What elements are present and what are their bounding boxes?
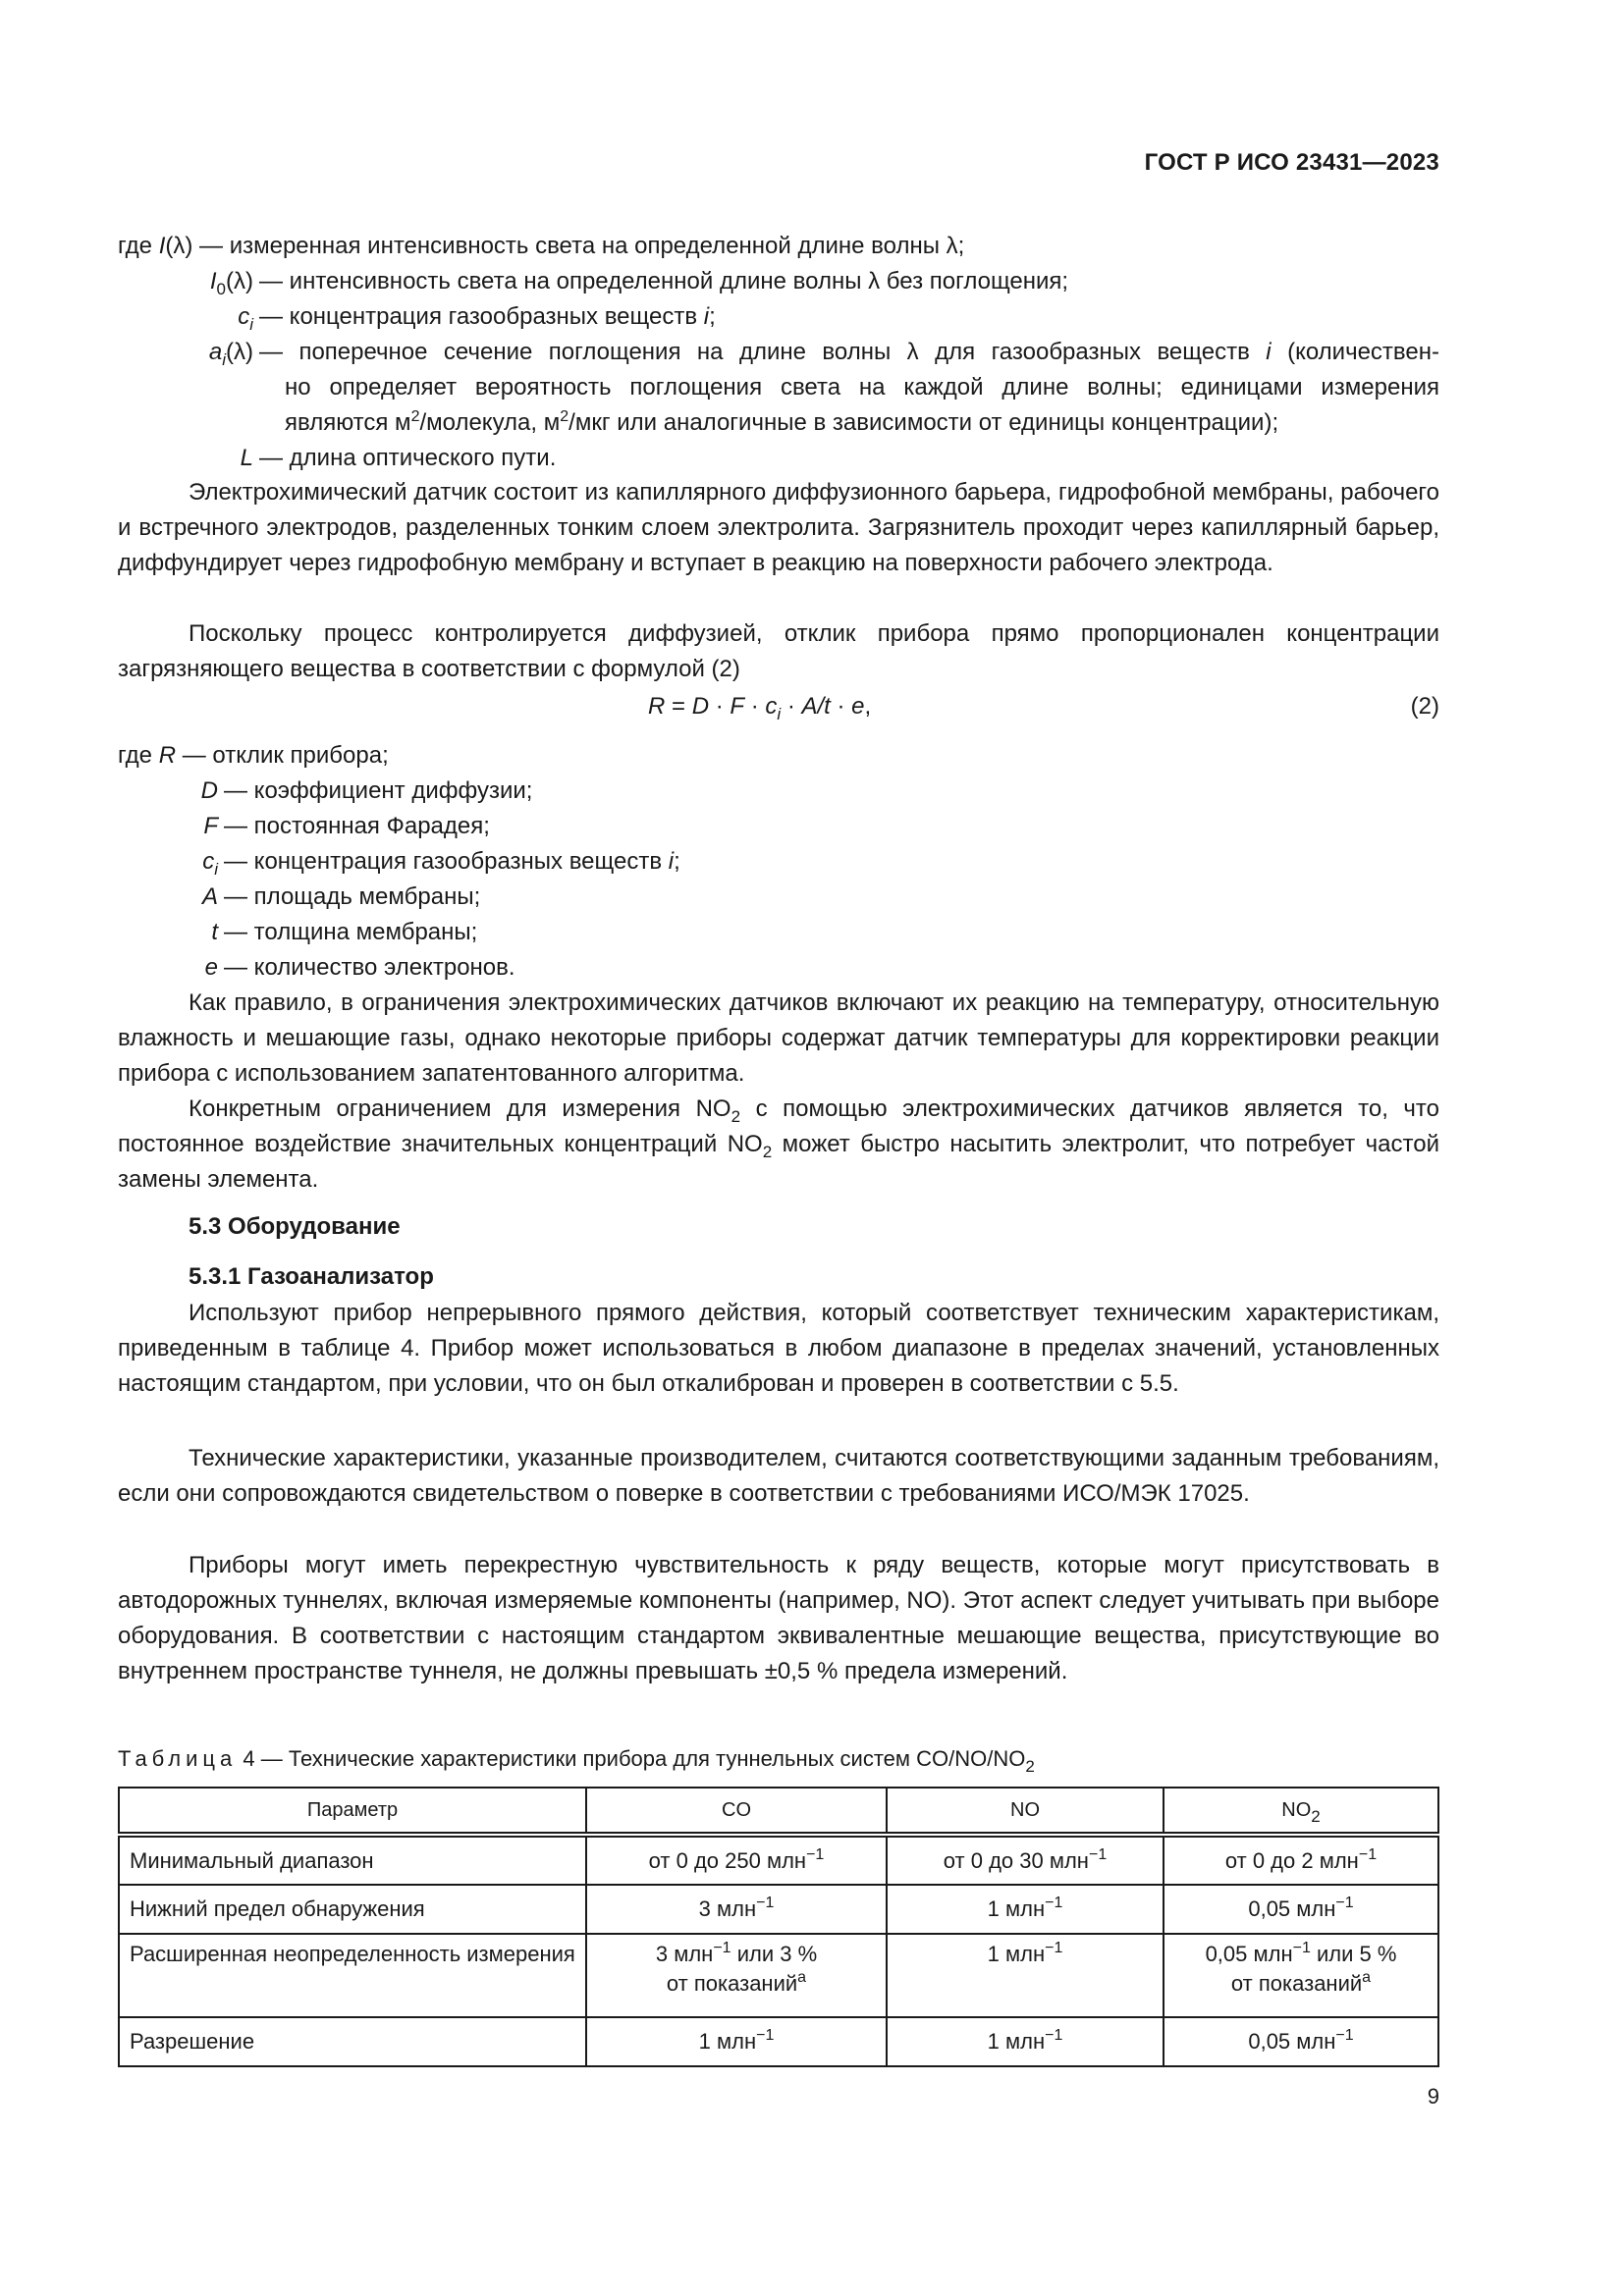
- unit: млн: [1296, 1896, 1336, 1921]
- definition-text: — площадь мембраны;: [224, 883, 481, 910]
- symbol: F: [203, 813, 218, 839]
- unit-exponent: −1: [756, 2027, 775, 2044]
- unit-exponent: −1: [1045, 1940, 1063, 1956]
- symbol-arg: (λ): [226, 339, 253, 365]
- unit-exponent: −1: [1292, 1940, 1311, 1956]
- text-part: может быстро насытить электролит, что потребует частой замены элемента.: [118, 1131, 1440, 1193]
- paragraph-diffusion: Поскольку процесс контролируется диффузией, отклик прибора прямо пропорционален концентрации загрязняющего вещества в соответствии с формулой (2): [118, 620, 1439, 682]
- table-header-row: [119, 1788, 1438, 1835]
- cell-co: [586, 1934, 887, 2017]
- symbol-subscript: i: [214, 860, 218, 879]
- header-text: NO: [1281, 1798, 1312, 1821]
- formula-operator: ·: [830, 693, 852, 720]
- symbol-cell: [118, 335, 253, 441]
- cell-no2: [1164, 2017, 1438, 2066]
- cell-co: [586, 2017, 887, 2066]
- table-row: [119, 1934, 1438, 2017]
- unit-exponent: −1: [1335, 2027, 1354, 2044]
- text-part: являются м: [285, 409, 411, 436]
- header-no: NO: [887, 1788, 1164, 1835]
- unit: млн: [1049, 1847, 1089, 1873]
- cell-parameter: Расширенная неопределенность измерения: [119, 1934, 586, 2017]
- definition-text: — коэффициент диффузии;: [224, 777, 533, 804]
- unit: млн: [716, 2029, 757, 2054]
- unit: млн: [1319, 1847, 1359, 1873]
- symbol-subscript: i: [249, 315, 253, 334]
- paragraph-gas-analyzer: Используют прибор непрерывного прямого действия, который соответствует техническим характеристикам, приведенным в таблице 4. Прибор может использоваться в любом диапазоне в пределах значений, установленных настоящим стандартом, при условии, что он был откалиброван и проверен в соответствии с 5.5.: [118, 1300, 1439, 1397]
- symbol-cell: [118, 774, 218, 809]
- definition-item: [118, 738, 1439, 774]
- text-part: — концентрация газообразных веществ: [259, 303, 704, 330]
- definition-item: [118, 264, 1439, 299]
- text-part: — концентрация газообразных веществ: [224, 848, 669, 875]
- symbol-subscript: i: [222, 350, 227, 369]
- unit: млн: [1004, 1896, 1046, 1921]
- value: 0,05: [1248, 2029, 1297, 2054]
- cell-co: [586, 1885, 887, 1934]
- paragraph-cross-sensitivity: Приборы могут иметь перекрестную чувствительность к ряду веществ, которые могут присутствовать в автодорожных туннелях, включая измеряемые компоненты (например, NO). Этот аспект следует учитывать при выборе оборудования. В соответствии с настоящим стандартом эквивалентные мешающие вещества, присутствующие во внутреннем пространстве туннеля, не должны превышать ±0,5 % предела измерений.: [118, 1552, 1439, 1684]
- definition-text: [118, 738, 1439, 774]
- formula-term: F: [730, 693, 745, 720]
- symbol: t: [211, 919, 218, 945]
- definition-text: — толщина мембраны;: [224, 919, 478, 945]
- definition-text: [253, 335, 1439, 441]
- cell-no: [887, 1835, 1164, 1885]
- where-label: где: [118, 233, 153, 259]
- caption-label: Таблица: [118, 1746, 238, 1771]
- text-part: с помощью электрохимических датчиков является то, что постоянное воздействие значительных концентраций NO: [118, 1095, 1439, 1157]
- value: 3: [698, 1896, 717, 1921]
- definitions-absorption: [118, 229, 1439, 476]
- formula-2: [118, 689, 1439, 724]
- header-co: CO: [586, 1788, 887, 1835]
- symbol-subscript: 0: [216, 280, 227, 298]
- definition-item: [118, 950, 1439, 986]
- superscript: 2: [410, 408, 420, 425]
- symbol: R: [158, 742, 177, 769]
- definition-item: [118, 229, 1439, 264]
- cell-no2: [1164, 1835, 1438, 1885]
- definition-item: [118, 880, 1439, 915]
- value: 0,05: [1205, 1942, 1254, 1966]
- text-part: — отклик прибора;: [182, 742, 389, 769]
- cell-parameter: Разрешение: [119, 2017, 586, 2066]
- variable: i: [703, 303, 710, 330]
- value: 3: [655, 1942, 675, 1966]
- value: 0,05: [1248, 1896, 1297, 1921]
- line: [259, 335, 1439, 370]
- formula-operator: =: [665, 693, 692, 720]
- definition-text: — измеренная интенсивность света на определенной длине волны λ;: [199, 233, 965, 259]
- text-part: ;: [709, 303, 716, 330]
- heading-5-3-1: 5.3.1 Газоанализатор: [189, 1263, 434, 1290]
- value: от показаний: [1230, 1971, 1363, 1996]
- definition-item: [118, 774, 1439, 809]
- specifications-table: [118, 1787, 1439, 2067]
- footnote-mark: a: [797, 1969, 807, 1986]
- value: 1: [698, 2029, 717, 2054]
- symbol-cell: [118, 880, 218, 915]
- definition-text: — постоянная Фарадея;: [224, 813, 490, 839]
- unit: млн: [674, 1942, 714, 1966]
- value: от 0 до 2: [1224, 1847, 1320, 1873]
- unit-exponent: −1: [806, 1845, 825, 1863]
- symbol-cell: [118, 264, 253, 299]
- value: или 3 %: [731, 1942, 818, 1966]
- text-part: (количествен-: [1271, 339, 1439, 365]
- definition-text: — длина оптического пути.: [259, 445, 557, 471]
- table-caption: [118, 1742, 1035, 1776]
- standard-code: ГОСТ Р ИСО 23431—2023: [1144, 149, 1439, 176]
- definition-item: [118, 915, 1439, 950]
- unit-exponent: −1: [1045, 2027, 1063, 2044]
- cell-parameter: Нижний предел обнаружения: [119, 1885, 586, 1934]
- definition-item: [118, 299, 1439, 335]
- text-part: Конкретным ограничением для измерения NO: [189, 1095, 731, 1122]
- variable: i: [1266, 339, 1272, 365]
- text-part: /молекула, м: [419, 409, 561, 436]
- value: 1: [987, 2029, 1005, 2054]
- symbol: c: [202, 848, 215, 875]
- paragraph-electrochemical-sensor: Электрохимический датчик состоит из капиллярного диффузионного барьера, гидрофобной мембраны, рабочего и встречного электродов, разделенных тонким слоем электролита. Загрязнитель проходит через капиллярный барьер, диффундирует через гидрофобную мембрану и вступает в реакцию на поверхности рабочего электрода.: [118, 479, 1439, 576]
- header-no2: [1164, 1788, 1438, 1835]
- formula-term: e: [851, 693, 865, 720]
- symbol: c: [238, 303, 250, 330]
- symbol-cell: [118, 441, 253, 476]
- cell-no2: [1164, 1885, 1438, 1934]
- cell-no: [887, 1885, 1164, 1934]
- text-part: ;: [674, 848, 680, 875]
- symbol-cell: [118, 809, 218, 844]
- symbol-cell: [118, 950, 218, 986]
- paragraph-specifications: Технические характеристики, указанные производителем, считаются соответствующими заданным требованиям, если они сопровождаются свидетельством о поверке в соответствии с требованиями ИСО/МЭК 17025.: [118, 1445, 1439, 1507]
- value: от 0 до 250: [648, 1847, 767, 1873]
- caption-text: 4 — Технические характеристики прибора для туннельных систем CO/NO/NO: [237, 1746, 1026, 1771]
- definition-text: [218, 844, 1439, 880]
- text-part: — поперечное сечение поглощения на длине волны λ для газообразных веществ: [259, 339, 1267, 365]
- superscript: 2: [560, 408, 569, 425]
- value: или 5 %: [1310, 1942, 1397, 1966]
- cell-no: [887, 1934, 1164, 2017]
- definition-item: [118, 809, 1439, 844]
- text-part: /мкг или аналогичные в зависимости от единицы концентрации);: [568, 409, 1279, 436]
- cell-co: [586, 1835, 887, 1885]
- formula-expression: [648, 689, 871, 724]
- symbol: A: [201, 883, 218, 910]
- value: от показаний: [666, 1971, 798, 1996]
- unit-exponent: −1: [1358, 1845, 1378, 1863]
- value: 1: [987, 1896, 1005, 1921]
- unit-exponent: −1: [756, 1895, 775, 1911]
- value: от 0 до 30: [943, 1847, 1050, 1873]
- table-row: [119, 1835, 1438, 1885]
- unit: млн: [716, 1896, 757, 1921]
- formula-subscript: i: [777, 705, 782, 723]
- formula-term: D: [691, 693, 710, 720]
- symbol: D: [200, 777, 218, 804]
- table-row: [119, 2017, 1438, 2066]
- definition-item: [118, 335, 1439, 441]
- cell-no2: [1164, 1934, 1438, 2017]
- formula-term: A/t: [801, 693, 831, 720]
- definition-text: — количество электронов.: [224, 954, 515, 981]
- formula-operator: ·: [744, 693, 766, 720]
- definition-text: — интенсивность света на определенной длине волны λ без поглощения;: [259, 268, 1069, 294]
- formula-term: c: [765, 693, 778, 720]
- unit: млн: [1253, 1942, 1293, 1966]
- paragraph-no2-limitation: [118, 1092, 1439, 1198]
- symbol-arg: (λ): [165, 233, 193, 259]
- where-label: где: [118, 742, 153, 769]
- symbol-cell: [118, 299, 253, 335]
- formula-term: R: [648, 693, 666, 720]
- unit: млн: [1004, 1942, 1046, 1966]
- paragraph-limitations: Как правило, в ограничения электрохимических датчиков включают их реакцию на температуру, относительную влажность и мешающие газы, однако некоторые приборы содержат датчик температуры для корректировки реакции прибора с использованием запатентованного алгоритма.: [118, 989, 1439, 1087]
- definition-item: [118, 844, 1439, 880]
- formula-operator: ·: [709, 693, 731, 720]
- symbol-cell: [118, 915, 218, 950]
- unit-exponent: −1: [1088, 1845, 1108, 1863]
- formula-number: (2): [1410, 693, 1439, 720]
- subscript: 2: [762, 1143, 773, 1161]
- formula-operator: ·: [781, 693, 802, 720]
- subscript: 2: [1311, 1806, 1321, 1826]
- symbol: a: [208, 339, 223, 365]
- subscript: 2: [1025, 1757, 1035, 1776]
- symbol: L: [240, 445, 253, 471]
- symbol: I: [209, 268, 217, 294]
- variable: i: [668, 848, 675, 875]
- footnote-mark: a: [1362, 1969, 1372, 1986]
- line: [259, 405, 1439, 441]
- unit: млн: [1004, 2029, 1046, 2054]
- symbol: I: [158, 233, 166, 259]
- formula-punctuation: ,: [864, 693, 872, 720]
- unit-exponent: −1: [713, 1940, 731, 1956]
- definition-item: [118, 441, 1439, 476]
- page-number: 9: [1427, 2084, 1439, 2109]
- definition-text: [253, 299, 1439, 335]
- symbol-arg: (λ): [226, 268, 253, 294]
- symbol-cell: [118, 844, 218, 880]
- definitions-formula-2: [118, 738, 1439, 986]
- table-row: [119, 1885, 1438, 1934]
- unit-exponent: −1: [1045, 1895, 1063, 1911]
- unit-exponent: −1: [1335, 1895, 1354, 1911]
- cell-parameter: Минимальный диапазон: [119, 1835, 586, 1885]
- line: но определяет вероятность поглощения света на каждой длине волны; единицами измерения: [285, 374, 1439, 400]
- value: 1: [987, 1942, 1005, 1966]
- heading-5-3: 5.3 Оборудование: [189, 1213, 401, 1240]
- symbol: e: [204, 954, 218, 981]
- header-parameter: Параметр: [119, 1788, 586, 1835]
- cell-no: [887, 2017, 1164, 2066]
- subscript: 2: [731, 1107, 741, 1126]
- unit: млн: [766, 1847, 807, 1873]
- unit: млн: [1296, 2029, 1336, 2054]
